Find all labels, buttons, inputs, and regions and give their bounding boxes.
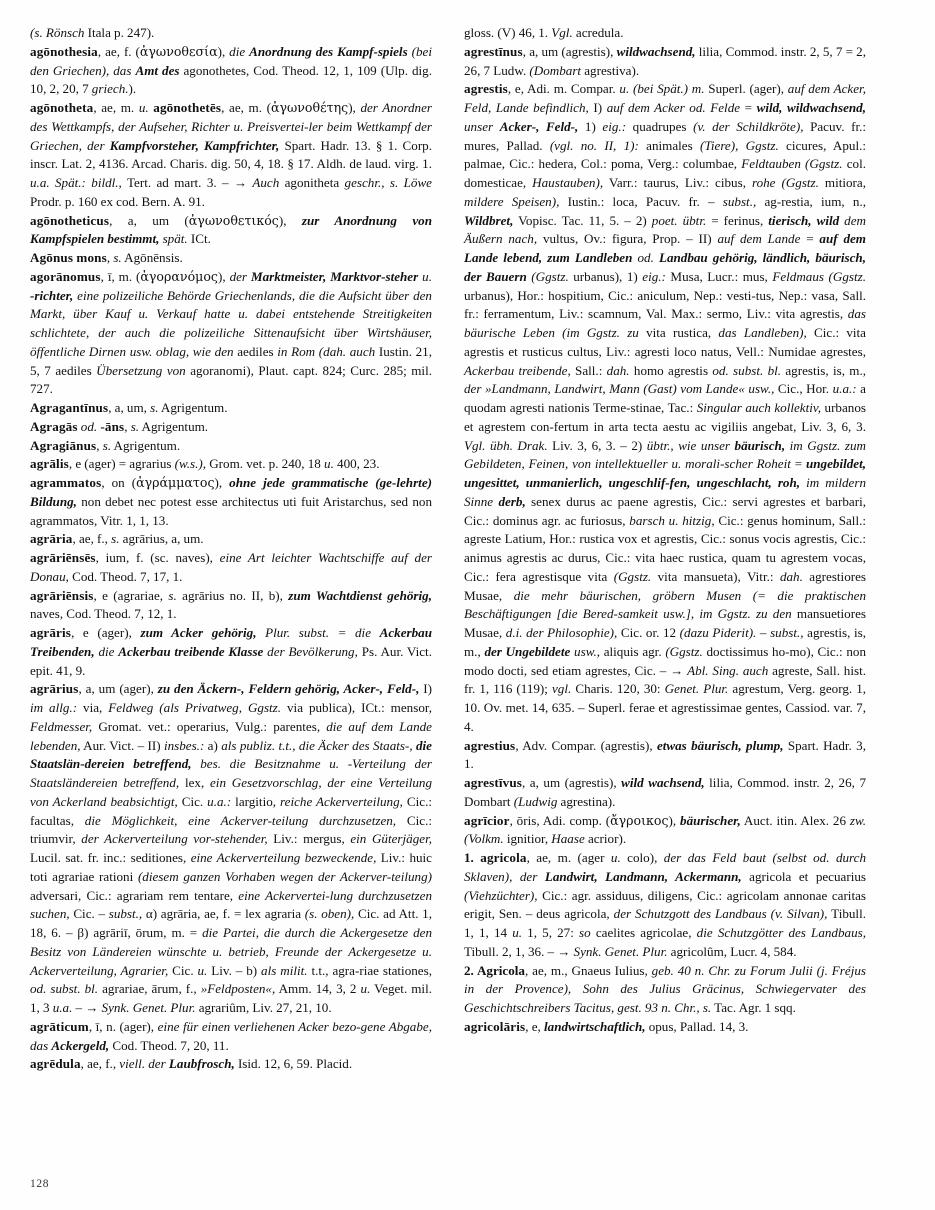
- dictionary-entry: agrīcior, ōris, Adi. comp. (ἄγροικος), bäurischer, Auct. itin. Alex. 26 zw. (Volkm. ignitior, Haase acrior).: [464, 812, 866, 847]
- dictionary-entry: Agragās od. -āns, s. Agrigentum.: [30, 418, 209, 434]
- dictionary-entry: agrāris, e (ager), zum Acker gehörig, Plur. subst. = die Ackerbau Treibenden, die Ackerbau treibende Klasse der Bevölkerung, Ps. Aur. Vict. epit. 41, 9.: [30, 625, 432, 678]
- dictionary-entry: agrāticum, ī, n. (ager), eine für einen verliehenen Acker bezo-gene Abgabe, das Ackergeld, Cod. Theod. 7, 20, 11.: [30, 1018, 432, 1053]
- dictionary-entry: agōnotheticus, a, um (ἀγωνοθετικός), zur Anordnung von Kampfspielen bestimmt, spät. ICt.: [30, 212, 432, 247]
- continued-entry-text: (s. Rönsch Itala p. 247).: [30, 25, 155, 40]
- dictionary-entry: agrestīvus, a, um (agrestis), wild wachsend, lilia, Commod. instr. 2, 26, 7 Dombart (Ludwig agrestina).: [464, 775, 866, 809]
- dictionary-entry: agorānomus, ī, m. (ἀγορανόμος), der Marktmeister, Marktvor-steher u. -richter, eine polizeiliche Behörde Griechenlands, die die Aufsicht über den Markt, über Kauf u. Verkauf hatte u. dabei entstehende Streitigkeiten schlichtete, der auch die polizeiliche Sittenaufsicht über Wirtshäuser, öffentliche Dirnen usw. oblag, wie den aediles in Rom (dah. auch Iustin. 21, 5, 7 aediles Übersetzung von agoranomi), Plaut. capt. 824; Curc. 285; mil. 727.: [30, 268, 433, 397]
- dictionary-entry: agrāriēnsēs, ium, f. (sc. naves), eine Art leichter Wachtschiffe auf der Donau, Cod. Theod. 7, 17, 1.: [30, 550, 432, 584]
- dictionary-entry: agrārius, a, um (ager), zu den Äckern-, Feldern gehörig, Acker-, Feld-, I) im allg.: via, Feldweg (als Privatweg, Ggstz. via publica), ICt.: mensor, Feldmesser, Gromat. vet.: operarius, Vulg.: parentes, die auf dem Lande lebenden, Aur. Vict. – II) insbes.: a) als publiz. t.t., die Äcker des Staats-, die Staatslän-dereien betreffend, bes. die Besitznahme u. -Verteilung der Staatsländereien betreffend, lex, ein Gesetzvorschlag, der eine Verteilung von Ackerland beabsichtigt, Cic. u.a.: largitio, reiche Ackerverteilung, Cic.: facultas, die Möglichkeit, eine Ackerver-teilung durchzusetzen, Cic.: triumvir, der Ackerverteilung vor-stehender, Liv.: mergus, ein Güterjäger, Lucil. sat. fr. inc.: seditiones, eine Ackerverteilung bezweckende, Liv.: huic toti agrariae rationi (diesem ganzen Vorhaben wegen der Ackerver-teilung) adversari, Cic.: agrariam rem tentare, eine Ackervertei-lung durchzusetzen suchen, Cic. – subst., α) agrāria, ae, f. = lex agraria (s. oben), Cic. ad Att. 1, 18, 6. – β) agrāriī, ōrum, m. = die Partei, die durch die Ackergesetze den Besitz von Ländereien wünschte u. betrieb, Freunde der Ackergesetze u. Ackerverteilung, Agrarier, Cic. u. Liv. – b) als milit. t.t., agra-riae stationes, od. subst. bl. agrariae, ārum, f., »Feldposten«, Amm. 14, 3, 2 u. Veget. mil. 1, 3 u.a. – → Synk. Genet. Plur. agrariûm, Liv. 27, 21, 10.: [30, 681, 433, 1015]
- dictionary-entry: agrestīnus, a, um (agrestis), wildwachsend, lilia, Commod. instr. 2, 5, 7 = 2, 26, 7 Ludw. (Dombart agrestiva).: [464, 43, 867, 78]
- dictionary-entry: agrestius, Adv. Compar. (agrestis), etwas bäurisch, plump, Spart. Hadr. 3, 1.: [464, 737, 866, 772]
- dictionary-entry: agōnotheta, ae, m. u. agōnothetēs, ae, m. (ἀγωνοθέτης), der Anordner des Wettkampfs, der Aufseher, Richter u. Preisvertei-ler beim Wettkampf der Griechen, der Kampfvorsteher, Kampfrichter, Spart. Hadr. 13. § 1. Corp. inscr. Lat. 2, 4136. Arcad. Charis. dig. 50, 4, 18. § 17. Aldh. de laud. virg. 1. u.a. Spät.: bildl., Tert. ad mart. 3. – → Auch agonitheta geschr., s. Löwe Prodr. p. 160 ex cod. Bern. A. 91.: [30, 100, 432, 209]
- dictionary-entry: agrestis, e, Adi. m. Compar. u. (bei Spät.) m. Superl. (ager), auf dem Acker, Feld, Lande befindlich, I) auf dem Acker od. Felde = wild, wildwachsend, unser Acker-, Feld-, 1) eig.: quadrupes (v. der Schildkröte), Pacuv. fr.: mures, Pallad. (vgl. no. II, 1): animales (Tiere), Ggstz. cicures, Apul.: palmae, Cic.: hedera, Col.: poma, Verg.: columbae, Feldtauben (Ggstz. col. domesticae, Haustauben), Varr.: taurus, Liv.: cibus, rohe (Ggstz. mitiora, mildere Speisen), Iustin.: loca, Pacuv. fr. – subst., ag-restia, ium, n., Wildbret, Vopisc. Tac. 11, 5. – 2) poet. übtr. = ferinus, tierisch, wild dem Äußern nach, vultus, Ov.: figura, Prop. – II) auf dem Lande = auf dem Lande lebend, zum Landleben od. Landbau gehörig, ländlich, bäurisch, der Bauern (Ggstz. urbanus), 1) eig.: Musa, Lucr.: mus, Feldmaus (Ggstz. urbanus), Hor.: hospitium, Cic.: aniculum, Nep.: vesti-tus, Nep.: vasa, Sall. fr.: ferramentum, Liv.: scamnum, Val. Max.: sermo, Liv.: vita agrestis, das bäurische Leben (im Ggstz. zu vita rustica, das Landleben), Cic.: vita agrestis et rusticus cultus, Liv.: agresti loco natus, Vell.: Numidae agrestes, Ackerbau treibende, Sall.: dah. homo agrestis od. subst. bl. agrestis, is, m., der »Landmann, Landwirt, Mann (Gast) vom Lande« usw., Cic., Hor. u.a.: a quodam agresti nationis Terme-stinae, Tac.: Singular auch kollektiv, urbanos et agrestem con-fertum in arta tecta aestu ac vigiliis angebat, Liv. 3, 6, 3. Vgl. übh. Drak. Liv. 3, 6, 3. – 2) übtr., wie unser bäurisch, im Ggstz. zum Gebildeten, Feinen, von intellektueller u. morali-scher Roheit = ungebildet, ungesittet, unmanierlich, ungeschlif-fen, ungeschlacht, roh, im mildern Sinne derb, senex durus ac paene agrestis, Cic.: servi agrestes et barbari, Cic.: dominus agr. ac furiosus, barsch u. hitzig, Cic.: genus hominum, Sall.: agreste Latium, Hor.: rustica vox et agrestis, Cic.: sonus vocis agrestis, Cic.: animus agrestis ac durus, Cic.: vita haec rustica, quam tu agrestem vocas, Cic.: fera agrestisque vita (Ggstz. vita mansueta), Vitr.: dah. agrestiores Musae, die mehr bäurischen, gröbern Musen (= die praktischen Beschäftigungen [die Bered-samkeit usw.], im Ggstz. zu den mansuetiores Musae, d.i. der Philosophie), Cic. or. 12 (dazu Piderit). – subst., agrestis, is, m., der Ungebildete usw., aliquis agr. (Ggstz. doctissimus ho-mo), Cic.: non modo docti, sed etiam agrestes, Cic. – → Abl. Sing. auch agreste, Sall. hist. fr. 1, 116 (119); vgl. Charis. 120, 30: Genet. Plur. agrestum, Verg. georg. 1, 10. Ov. met. 14, 635. – Superl. ferae et agrestissimae gentes, Cassiod. var. 7, 4.: [464, 81, 867, 734]
- dictionary-entry: agrammatos, on (ἀγράμματος), ohne jede grammatische (ge-lehrte) Bildung, non debet nec potest esse architectus uti fuit Aristarchus, sed non agrammatos, Vitr. 1, 1, 13.: [30, 475, 432, 528]
- dictionary-entry: 1. agricola, ae, m. (ager u. colo), der das Feld baut (selbst od. durch Sklaven), der Landwirt, Landmann, Ackermann, agricola et pecuarius (Viehzüchter), Cic.: agr. assiduus, diligens, Cic.: agricolam annonae caritas erigit, Sen. – deus agricola, der Schutzgott des Landbaus (v. Silvan), Tibull. 1, 1, 14 u. 1, 5, 27: so caelites agricolae, die Schutzgötter des Landbaus, Tibull. 2, 1, 36. – → Synk. Genet. Plur. agricolûm, Lucr. 4, 584.: [464, 850, 867, 959]
- dictionary-entry: Agragiānus, s. Agrigentum.: [30, 437, 181, 453]
- dictionary-entry: 2. Agricola, ae, m., Gnaeus Iulius, geb. 40 n. Chr. zu Forum Julii (j. Fréjus in der Provence), Sohn des Julius Gräcinus, Schwiegervater des Geschichtschreibers Tacitus, gest. 93 n. Chr., s. Tac. Agr. 1 sqq.: [464, 962, 866, 1015]
- continued-entry-text: gloss. (V) 46, 1. Vgl. acredula.: [464, 25, 624, 40]
- page-number: 128: [30, 1178, 50, 1190]
- dictionary-entry: agricolāris, e, landwirtschaftlich, opus, Pallad. 14, 3.: [464, 1018, 749, 1034]
- dictionary-entry: agrālis, e (ager) = agrarius (w.s.), Grom. vet. p. 240, 18 u. 400, 23.: [30, 456, 380, 472]
- dictionary-entry: Agragantīnus, a, um, s. Agrigentum.: [30, 400, 228, 415]
- dictionary-entry: agrāriēnsis, e (agrariae, s. agrārius no. II, b), zum Wachtdienst gehörig, naves, Cod. Theod. 7, 12, 1.: [30, 587, 432, 622]
- dictionary-entry: Agōnus mons, s. Agōnēnsis.: [30, 250, 183, 265]
- right-text-column: [464, 0, 866, 1168]
- dictionary-entry: agrāria, ae, f., s. agrārius, a, um.: [30, 531, 204, 547]
- left-text-column: [30, 0, 432, 1168]
- dictionary-entry: agrēdula, ae, f., viell. der Laubfrosch, Isid. 12, 6, 59. Placid.: [30, 1056, 353, 1072]
- dictionary-entry: agōnothesia, ae, f. (ἀγωνοθεσία), die Anordnung des Kampf-spiels (bei den Griechen), das Amt des agonothetes, Cod. Theod. 12, 1, 109 (Ulp. dig. 10, 2, 20, 7 griech.).: [30, 43, 432, 97]
